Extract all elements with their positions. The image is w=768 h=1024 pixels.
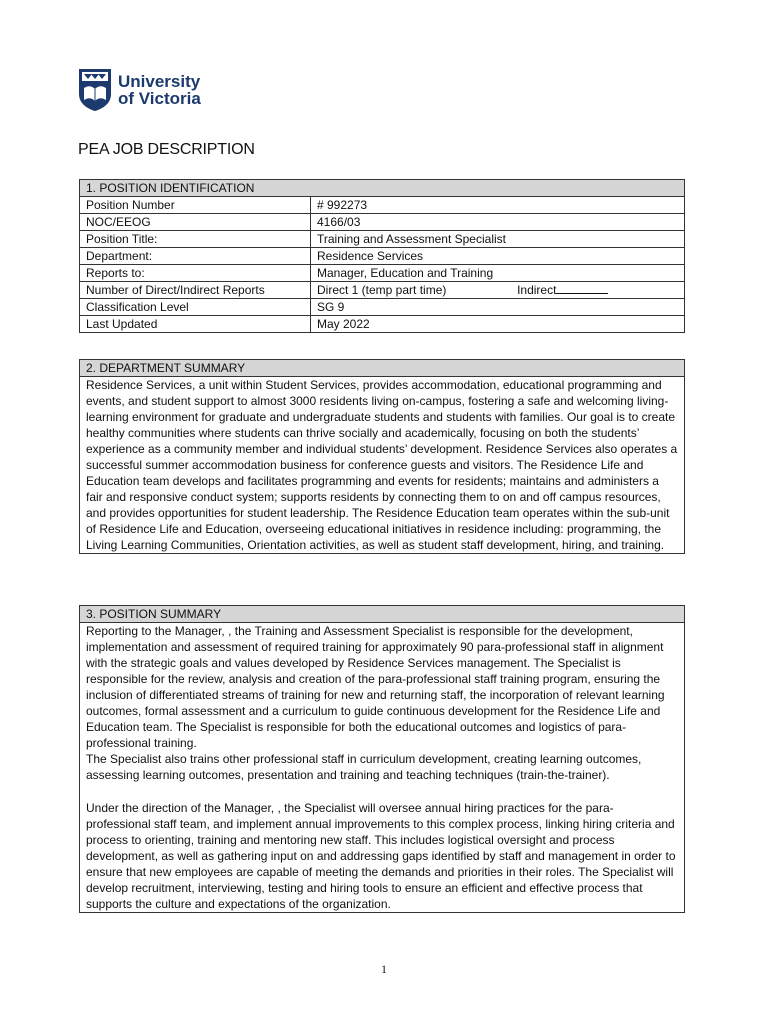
row-label: Department: bbox=[80, 248, 311, 265]
position-summary-paragraph-3: Under the direction of the Manager, , the Specialist will oversee annual hiring practices for the para-professional staff team, and implement annual improvements to this complex process, linking hiring criteria and process to orienting, training and mentoring new staff. This includes logistical oversight and process development, as well as gathering input on and addressing gaps identified by staff and management in order to ensure that new employees are capable of meeting the demands and priorities in their roles. The Specialist will develop recruitment, interviewing, testing and hiring tools to ensure an efficient and effective process that supports the culture and expectations of the organization. bbox=[86, 801, 676, 911]
row-label: Classification Level bbox=[80, 299, 311, 316]
position-identification-table bbox=[79, 179, 685, 333]
row-value: 4166/03 bbox=[311, 214, 685, 231]
table-row bbox=[80, 214, 685, 231]
row-label: Position Number bbox=[80, 197, 311, 214]
table-row bbox=[80, 265, 685, 282]
table-row bbox=[80, 248, 685, 265]
row-label: NOC/EEOG bbox=[80, 214, 311, 231]
crest-icon bbox=[78, 68, 112, 112]
table-row bbox=[80, 282, 685, 299]
row-label: Reports to: bbox=[80, 265, 311, 282]
row-value bbox=[311, 282, 685, 299]
section-header-position-summary: 3. POSITION SUMMARY bbox=[80, 606, 685, 623]
table-row bbox=[80, 231, 685, 248]
position-summary-body bbox=[80, 623, 685, 913]
row-label: Number of Direct/Indirect Reports bbox=[80, 282, 311, 299]
logo-line-1: University bbox=[118, 72, 201, 91]
logo-line-2: of Victoria bbox=[118, 89, 201, 108]
table-row bbox=[80, 316, 685, 333]
row-value: Training and Assessment Specialist bbox=[311, 231, 685, 248]
table-row bbox=[80, 299, 685, 316]
section-header-department-summary: 2. DEPARTMENT SUMMARY bbox=[80, 360, 685, 377]
row-value: # 992273 bbox=[311, 197, 685, 214]
row-value: SG 9 bbox=[311, 299, 685, 316]
university-logo bbox=[78, 68, 201, 112]
row-value: May 2022 bbox=[311, 316, 685, 333]
row-value: Residence Services bbox=[311, 248, 685, 265]
paragraph-spacer bbox=[86, 783, 678, 800]
indirect-reports-blank bbox=[556, 282, 608, 294]
position-summary-paragraph-1: Reporting to the Manager, , the Training and Assessment Specialist is responsible for the development, implementation and assessment of required training for approximately 90 para-professional staff in alignment with the strategic goals and values developed by Residence Services management. The Specialist is responsible for the review, analysis and creation of the para-professional staff training program, ensuring the inclusion of differentiated streams of training for new and returning staff, the incorporation of relevant learning outcomes, formal assessment and a curriculum to guide continuous development for the Residence Life and Education team. The Specialist is responsible for both the educational outcomes and logistics of para-professional training. bbox=[86, 624, 665, 750]
row-value: Manager, Education and Training bbox=[311, 265, 685, 282]
department-summary-table bbox=[79, 359, 685, 554]
table-row bbox=[80, 197, 685, 214]
document-title: PEA JOB DESCRIPTION bbox=[78, 141, 255, 158]
indirect-reports-label: Indirect bbox=[517, 283, 557, 297]
row-label: Position Title: bbox=[80, 231, 311, 248]
row-label: Last Updated bbox=[80, 316, 311, 333]
position-summary-paragraph-2: The Specialist also trains other professional staff in curriculum development, creating learning outcomes, assessing learning outcomes, presentation and training and teaching techniques (train-the-trainer). bbox=[86, 752, 642, 782]
position-summary-table bbox=[79, 605, 685, 913]
direct-reports-value: Direct 1 (temp part time) bbox=[317, 283, 447, 297]
department-summary-text: Residence Services, a unit within Student Services, provides accommodation, educational programming and events, and student support to almost 3000 residents living on-campus, fostering a safe and welcoming living-learning environment for graduate and undergraduate students and students with families. Our goal is to create healthy communities where students can thrive socially and academically, focusing on both the students’ experience as a community member and individual students’ development. Residence Services also operates a successful summer accommodation business for conference guests and visitors. The Residence Life and Education team develops and facilitates programming and events for residents; maintains and administers a fair and responsive conduct system; supports residents by connecting them to on and off campus resources, and provides opportunities for student leadership. The Residence Education team operates within the sub-unit of Residence Life and Education, overseeing educational initiatives in residence including: programming, the Living Learning Communities, Orientation activities, as well as student staff development, hiring, and training. bbox=[80, 377, 685, 554]
section-header-position-identification: 1. POSITION IDENTIFICATION bbox=[80, 180, 685, 197]
page-number: 1 bbox=[381, 962, 387, 976]
